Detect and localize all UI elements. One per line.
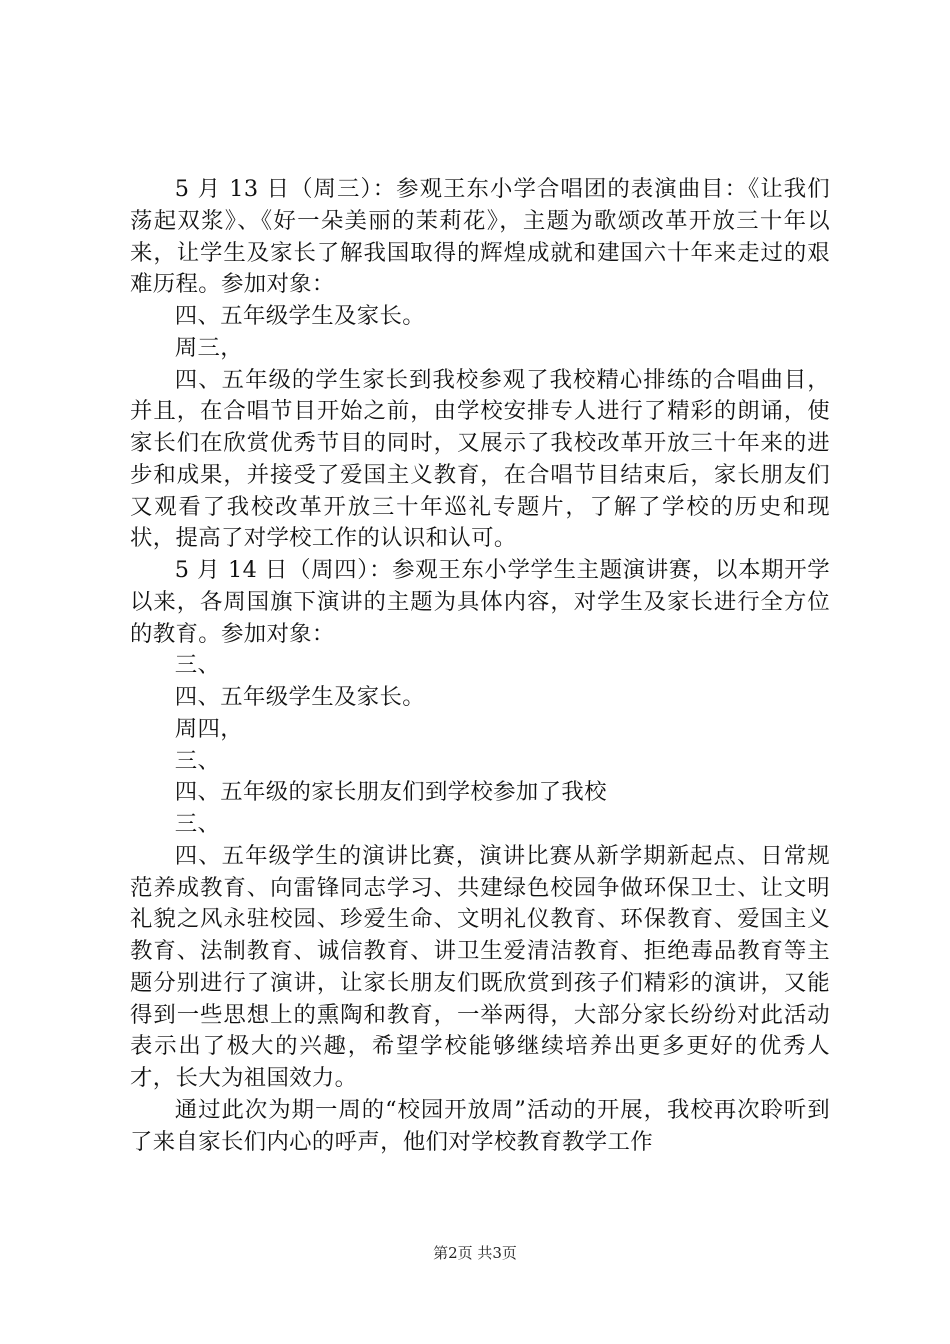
paragraph: 四、五年级的学生家长到我校参观了我校精心排练的合唱曲目，并且，在合唱节目开始之前，由学校安排专人进行了精彩的朗诵，使家长们在欣赏优秀节目的同时，又展示了我校改革开放三十年来的进步和成果，并接受了爱国主义教育，在合唱节目结束后，家长朋友们又观看了我校改革开放三十年巡礼专题片，了解了学校的历史和现状，提高了对学校工作的认识和认可。 (130, 366, 830, 552)
paragraph: 三、 (174, 747, 221, 774)
paragraph: 四、五年级学生及家长。 (174, 303, 425, 329)
paragraph: 四、五年级学生及家长。 (174, 684, 425, 710)
paragraph: 周三， (174, 334, 244, 361)
paragraph: 5 月 14 日（周四）：参观王东小学学生主题演讲赛，以本期开学以来，各周国旗下演讲的主题为具体内容，对学生及家长进行全方位的教育。参加对象： (130, 557, 830, 647)
page-footer: 第2页 共3页 (433, 1244, 517, 1262)
paragraph: 三、 (174, 811, 221, 837)
paragraph: 三、 (174, 652, 221, 679)
paragraph: 通过此次为期一周的“校园开放周”活动的开展，我校再次聆听到了来自家长们内心的呼声，他们对学校教育教学工作 (130, 1096, 830, 1155)
paragraph: 5 月 13 日（周三）：参观王东小学合唱团的表演曲目：《让我们荡起双浆》、《好一朵美丽的茉莉花》，主题为歌颂改革开放三十年以来，让学生及家长了解我国取得的辉煌成就和建国六十年来走过的艰难历程。参加对象： (130, 176, 830, 298)
paragraph: 四、五年级的家长朋友们到学校参加了我校 (174, 779, 607, 806)
document-body (130, 174, 830, 1158)
paragraph: 周四， (174, 715, 244, 742)
paragraph: 四、五年级学生的演讲比赛，演讲比赛从新学期新起点、日常规范养成教育、向雷锋同志学习、共建绿色校园争做环保卫士、让文明礼貌之风永驻校园、珍爱生命、文明礼仪教育、环保教育、爱国主义教育、法制教育、诚信教育、讲卫生爱清洁教育、拒绝毒品教育等主题分别进行了演讲，让家长朋友们既欣赏到孩子们精彩的演讲，又能得到一些思想上的熏陶和教育，一举两得，大部分家长纷纷对此活动表示出了极大的兴趣，希望学校能够继续培养出更多更好的优秀人才，长大为祖国效力。 (130, 842, 830, 1091)
